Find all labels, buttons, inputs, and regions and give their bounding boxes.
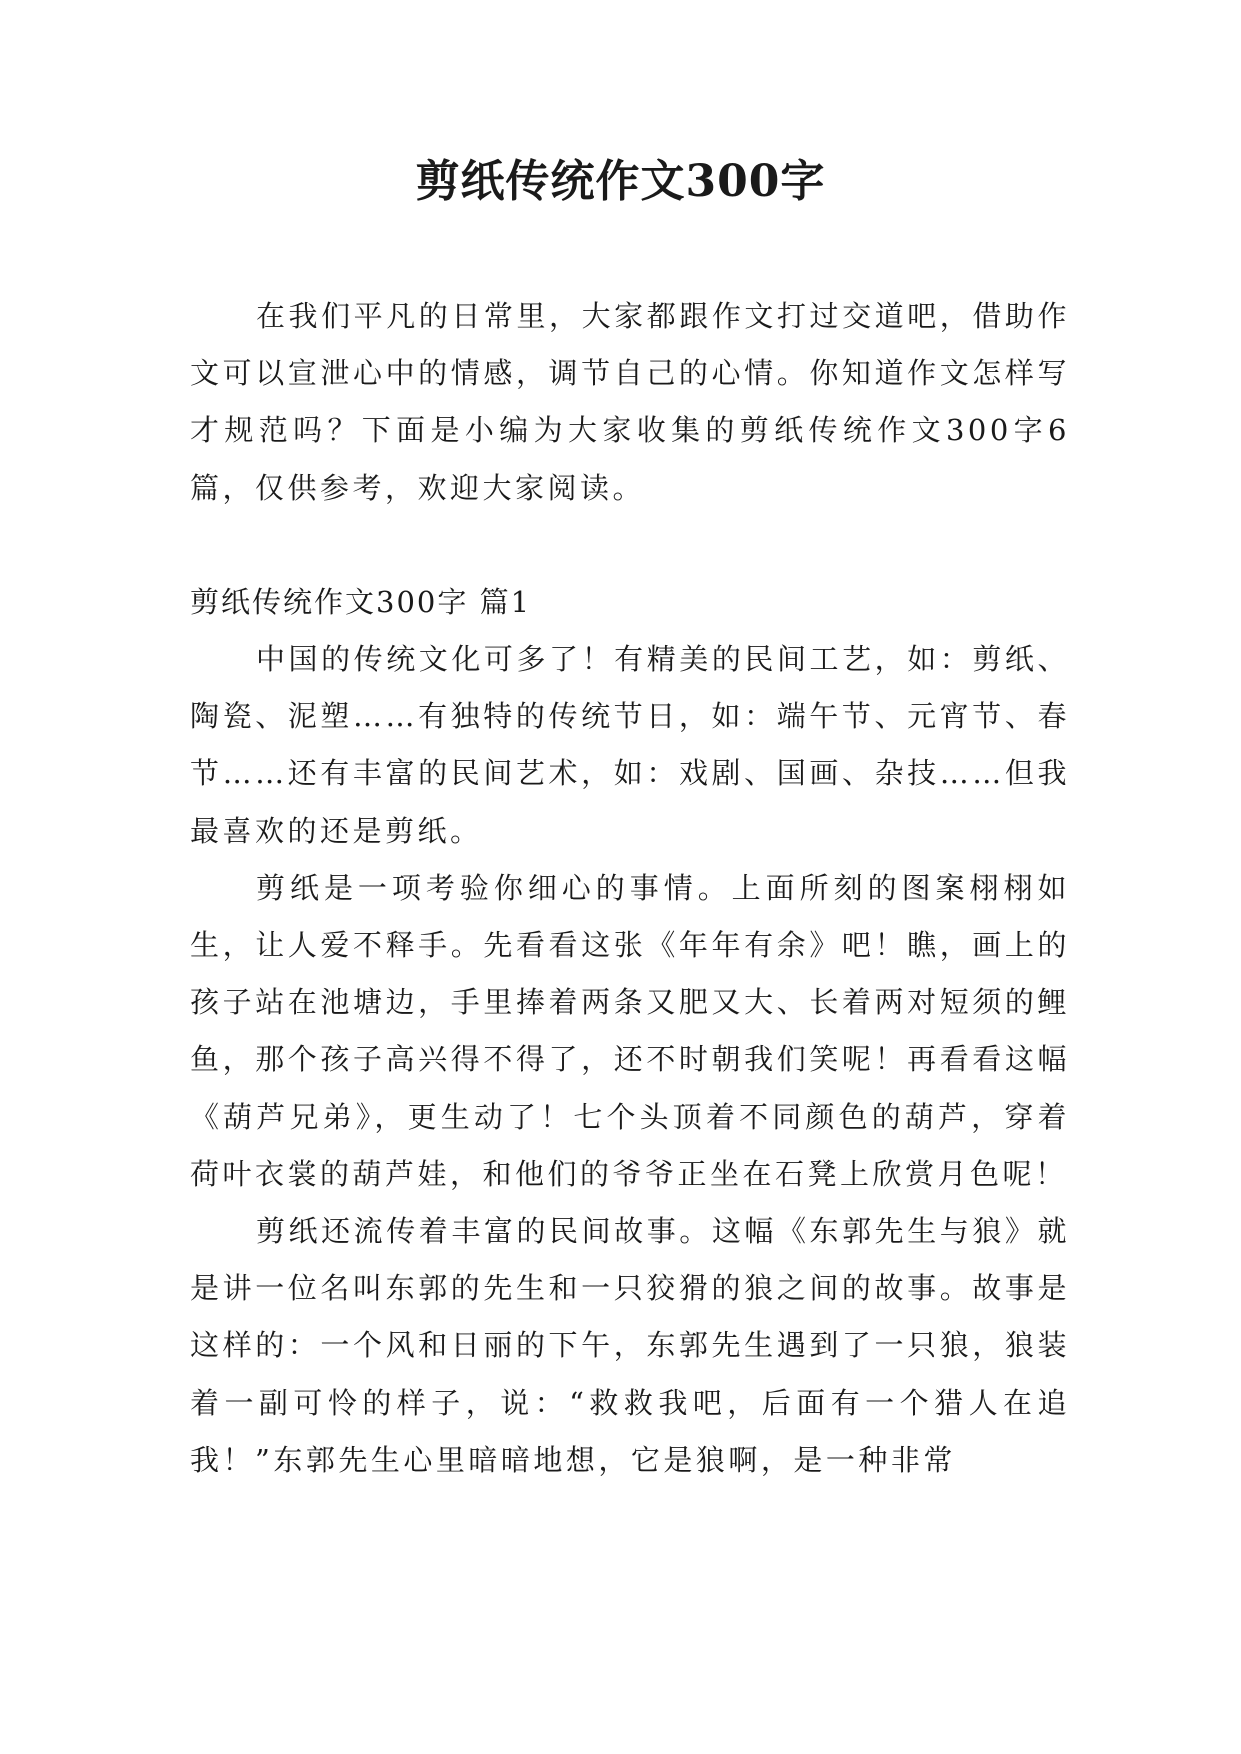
document-title: 剪纸传统作文300字 — [415, 156, 826, 207]
body-paragraph: 中国的传统文化可多了！有精美的民间工艺，如：剪纸、陶瓷、泥塑……有独特的传统节日，如：端午节、元宵节、春节……还有丰富的民间艺术，如：戏剧、国画、杂技……但我最喜欢的还是剪纸。 — [190, 642, 1070, 848]
intro-paragraph: 在我们平凡的日常里，大家都跟作文打过交道吧，借助作文可以宣泄心中的情感，调节自己的心情。你知道作文怎样写才规范吗？下面是小编为大家收集的剪纸传统作文300字6篇，仅供参考，欢迎大家阅读。 — [190, 299, 1070, 505]
section-heading: 剪纸传统作文300字 篇1 — [190, 584, 532, 619]
body-paragraph: 剪纸是一项考验你细心的事情。上面所刻的图案栩栩如生，让人爱不释手。先看看这张《年年有余》吧！瞧，画上的孩子站在池塘边，手里捧着两条又肥又大、长着两对短须的鲤鱼，那个孩子高兴得不得了，还不时朝我们笑呢！再看看这幅《葫芦兄弟》，更生动了！七个头顶着不同颜色的葫芦，穿着荷叶衣裳的葫芦娃，和他们的爷爷正坐在石凳上欣赏月色呢！ — [190, 870, 1070, 1191]
body-paragraph: 剪纸还流传着丰富的民间故事。这幅《东郭先生与狼》就是讲一位名叫东郭的先生和一只狡猾的狼之间的故事。故事是这样的：一个风和日丽的下午，东郭先生遇到了一只狼，狼装着一副可怜的样子，说：“救救我吧，后面有一个猎人在追我！”东郭先生心里暗暗地想，它是狼啊，是一种非常 — [190, 1214, 1070, 1477]
document-body — [190, 288, 1070, 1489]
